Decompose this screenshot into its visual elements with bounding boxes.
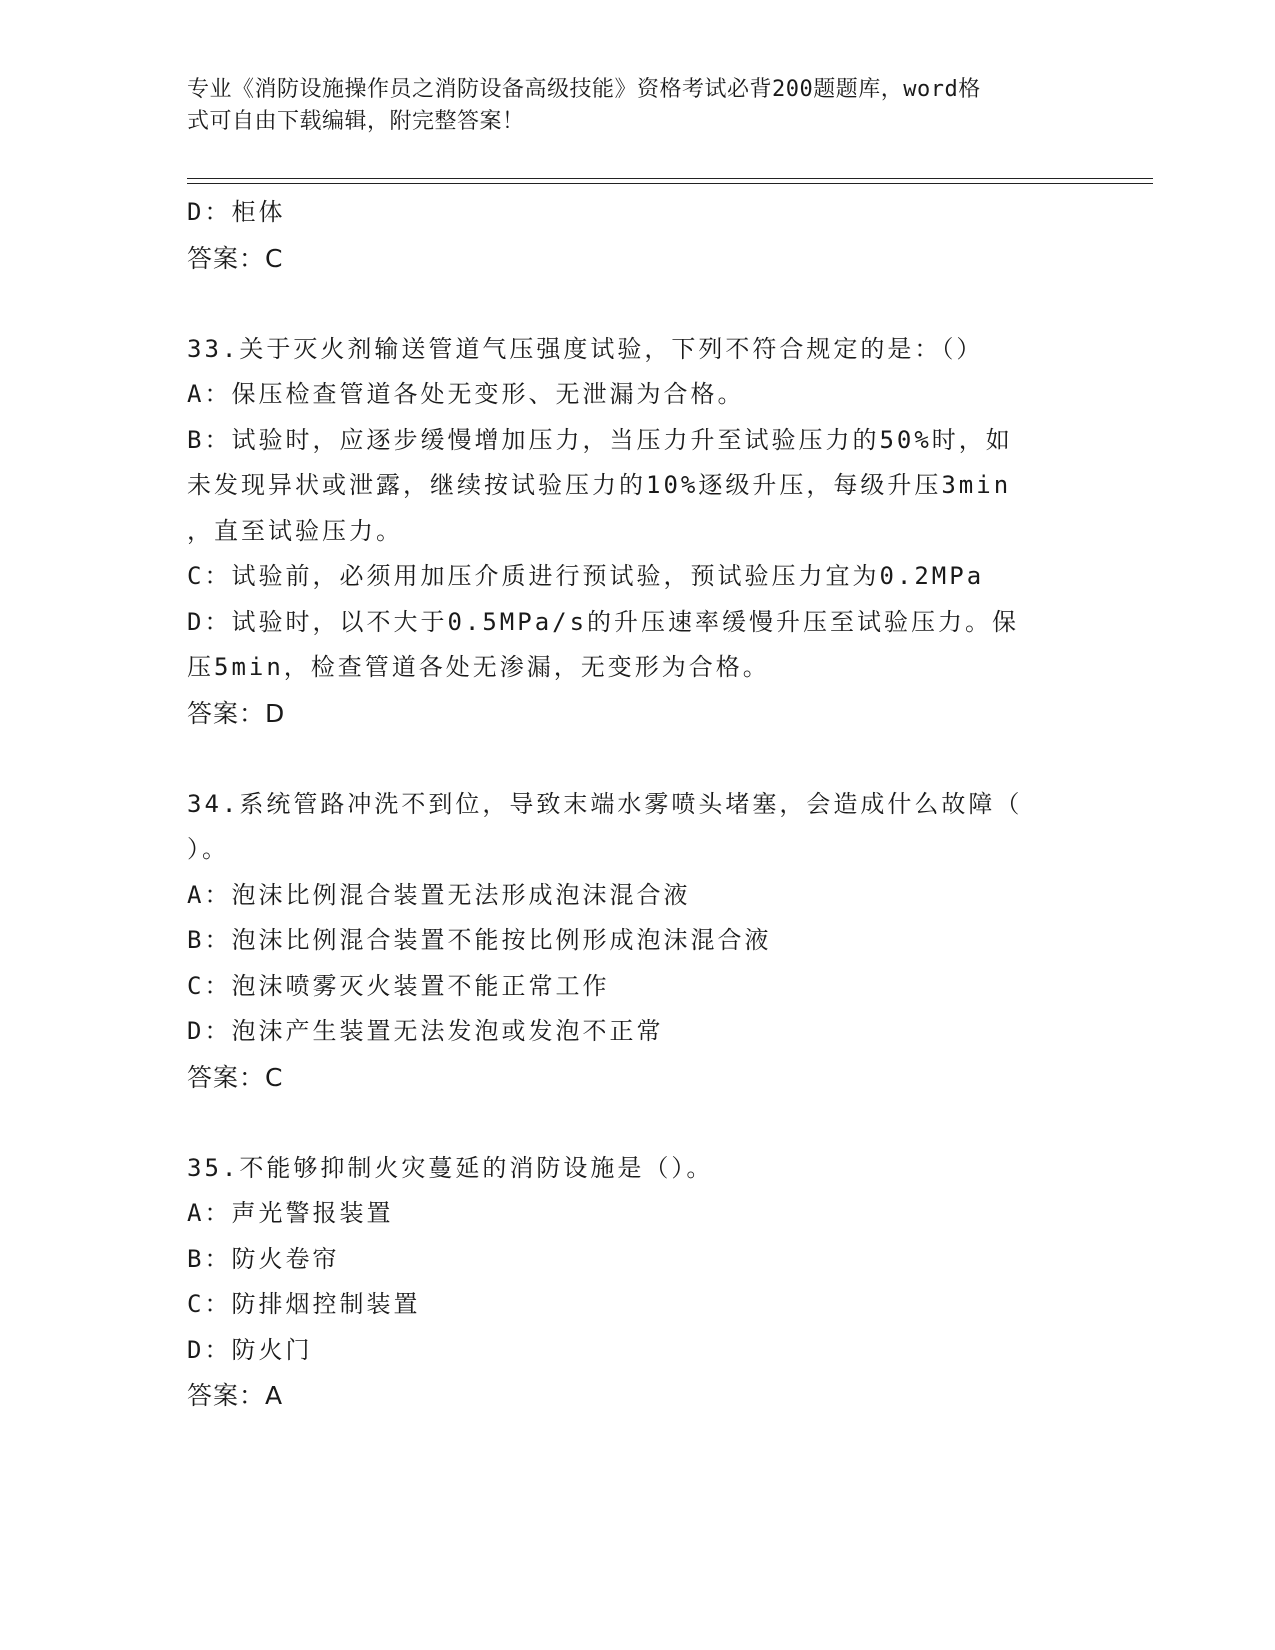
answer-line: 答案：C [187, 243, 284, 273]
question-stem: 33.关于灭火剂输送管道气压强度试验，下列不符合规定的是：（） [187, 334, 984, 363]
option-d-continued: 压5min，检查管道各处无渗漏，无变形为合格。 [187, 653, 770, 681]
option-a: A：泡沫比例混合装置无法形成泡沫混合液 [187, 880, 691, 909]
question-33 [187, 327, 1067, 737]
option-d: D：防火门 [187, 1335, 313, 1364]
question-34 [187, 782, 1067, 1101]
option-b: B：试验时，应逐步缓慢增加压力，当压力升至试验压力的50%时，如 [187, 425, 1013, 454]
document-header [187, 74, 1067, 138]
header-divider-top [187, 178, 1153, 179]
spacer [187, 1100, 1067, 1146]
question-32-tail [187, 190, 1067, 281]
option-d: D：试验时，以不大于0.5MPa/s的升压速率缓慢升压至试验压力。保 [187, 607, 1020, 636]
header-line-1: 专业《消防设施操作员之消防设备高级技能》资格考试必背200题题库，word格 [187, 77, 981, 102]
header-divider-bottom [187, 183, 1153, 184]
option-a: A：声光警报装置 [187, 1199, 394, 1227]
option-c: C：防排烟控制装置 [187, 1290, 421, 1318]
document-body [187, 190, 1067, 1419]
option-c: C：试验前，必须用加压介质进行预试验，预试验压力宜为0.2MPa [187, 562, 985, 590]
spacer [187, 281, 1067, 327]
answer-line: 答案：C [187, 1062, 284, 1092]
question-35 [187, 1146, 1067, 1419]
option-d: D：泡沫产生装置无法发泡或发泡不正常 [187, 1017, 664, 1045]
header-line-2: 式可自由下载编辑，附完整答案！ [187, 109, 525, 134]
option-b: B：泡沫比例混合装置不能按比例形成泡沫混合液 [187, 926, 772, 954]
question-stem: 35.不能够抑制火灾蔓延的消防设施是（）。 [187, 1153, 714, 1182]
option-c: C：泡沫喷雾灭火装置不能正常工作 [187, 971, 610, 1000]
question-stem: 34.系统管路冲洗不到位，导致末端水雾喷头堵塞，会造成什么故障（ [187, 789, 1023, 818]
spacer [187, 736, 1067, 782]
answer-line: 答案：A [187, 1381, 284, 1410]
option-a: A：保压检查管道各处无变形、无泄漏为合格。 [187, 380, 745, 408]
option-b-continued: 未发现异状或泄露，继续按试验压力的10%逐级升压，每级升压3min [187, 471, 1012, 499]
question-stem-continued: ）。 [187, 835, 229, 863]
option-b: B：防火卷帘 [187, 1244, 340, 1273]
option-d: D：柜体 [187, 198, 286, 226]
option-b-continued: ，直至试验压力。 [187, 516, 403, 545]
answer-line: 答案：D [187, 698, 286, 728]
